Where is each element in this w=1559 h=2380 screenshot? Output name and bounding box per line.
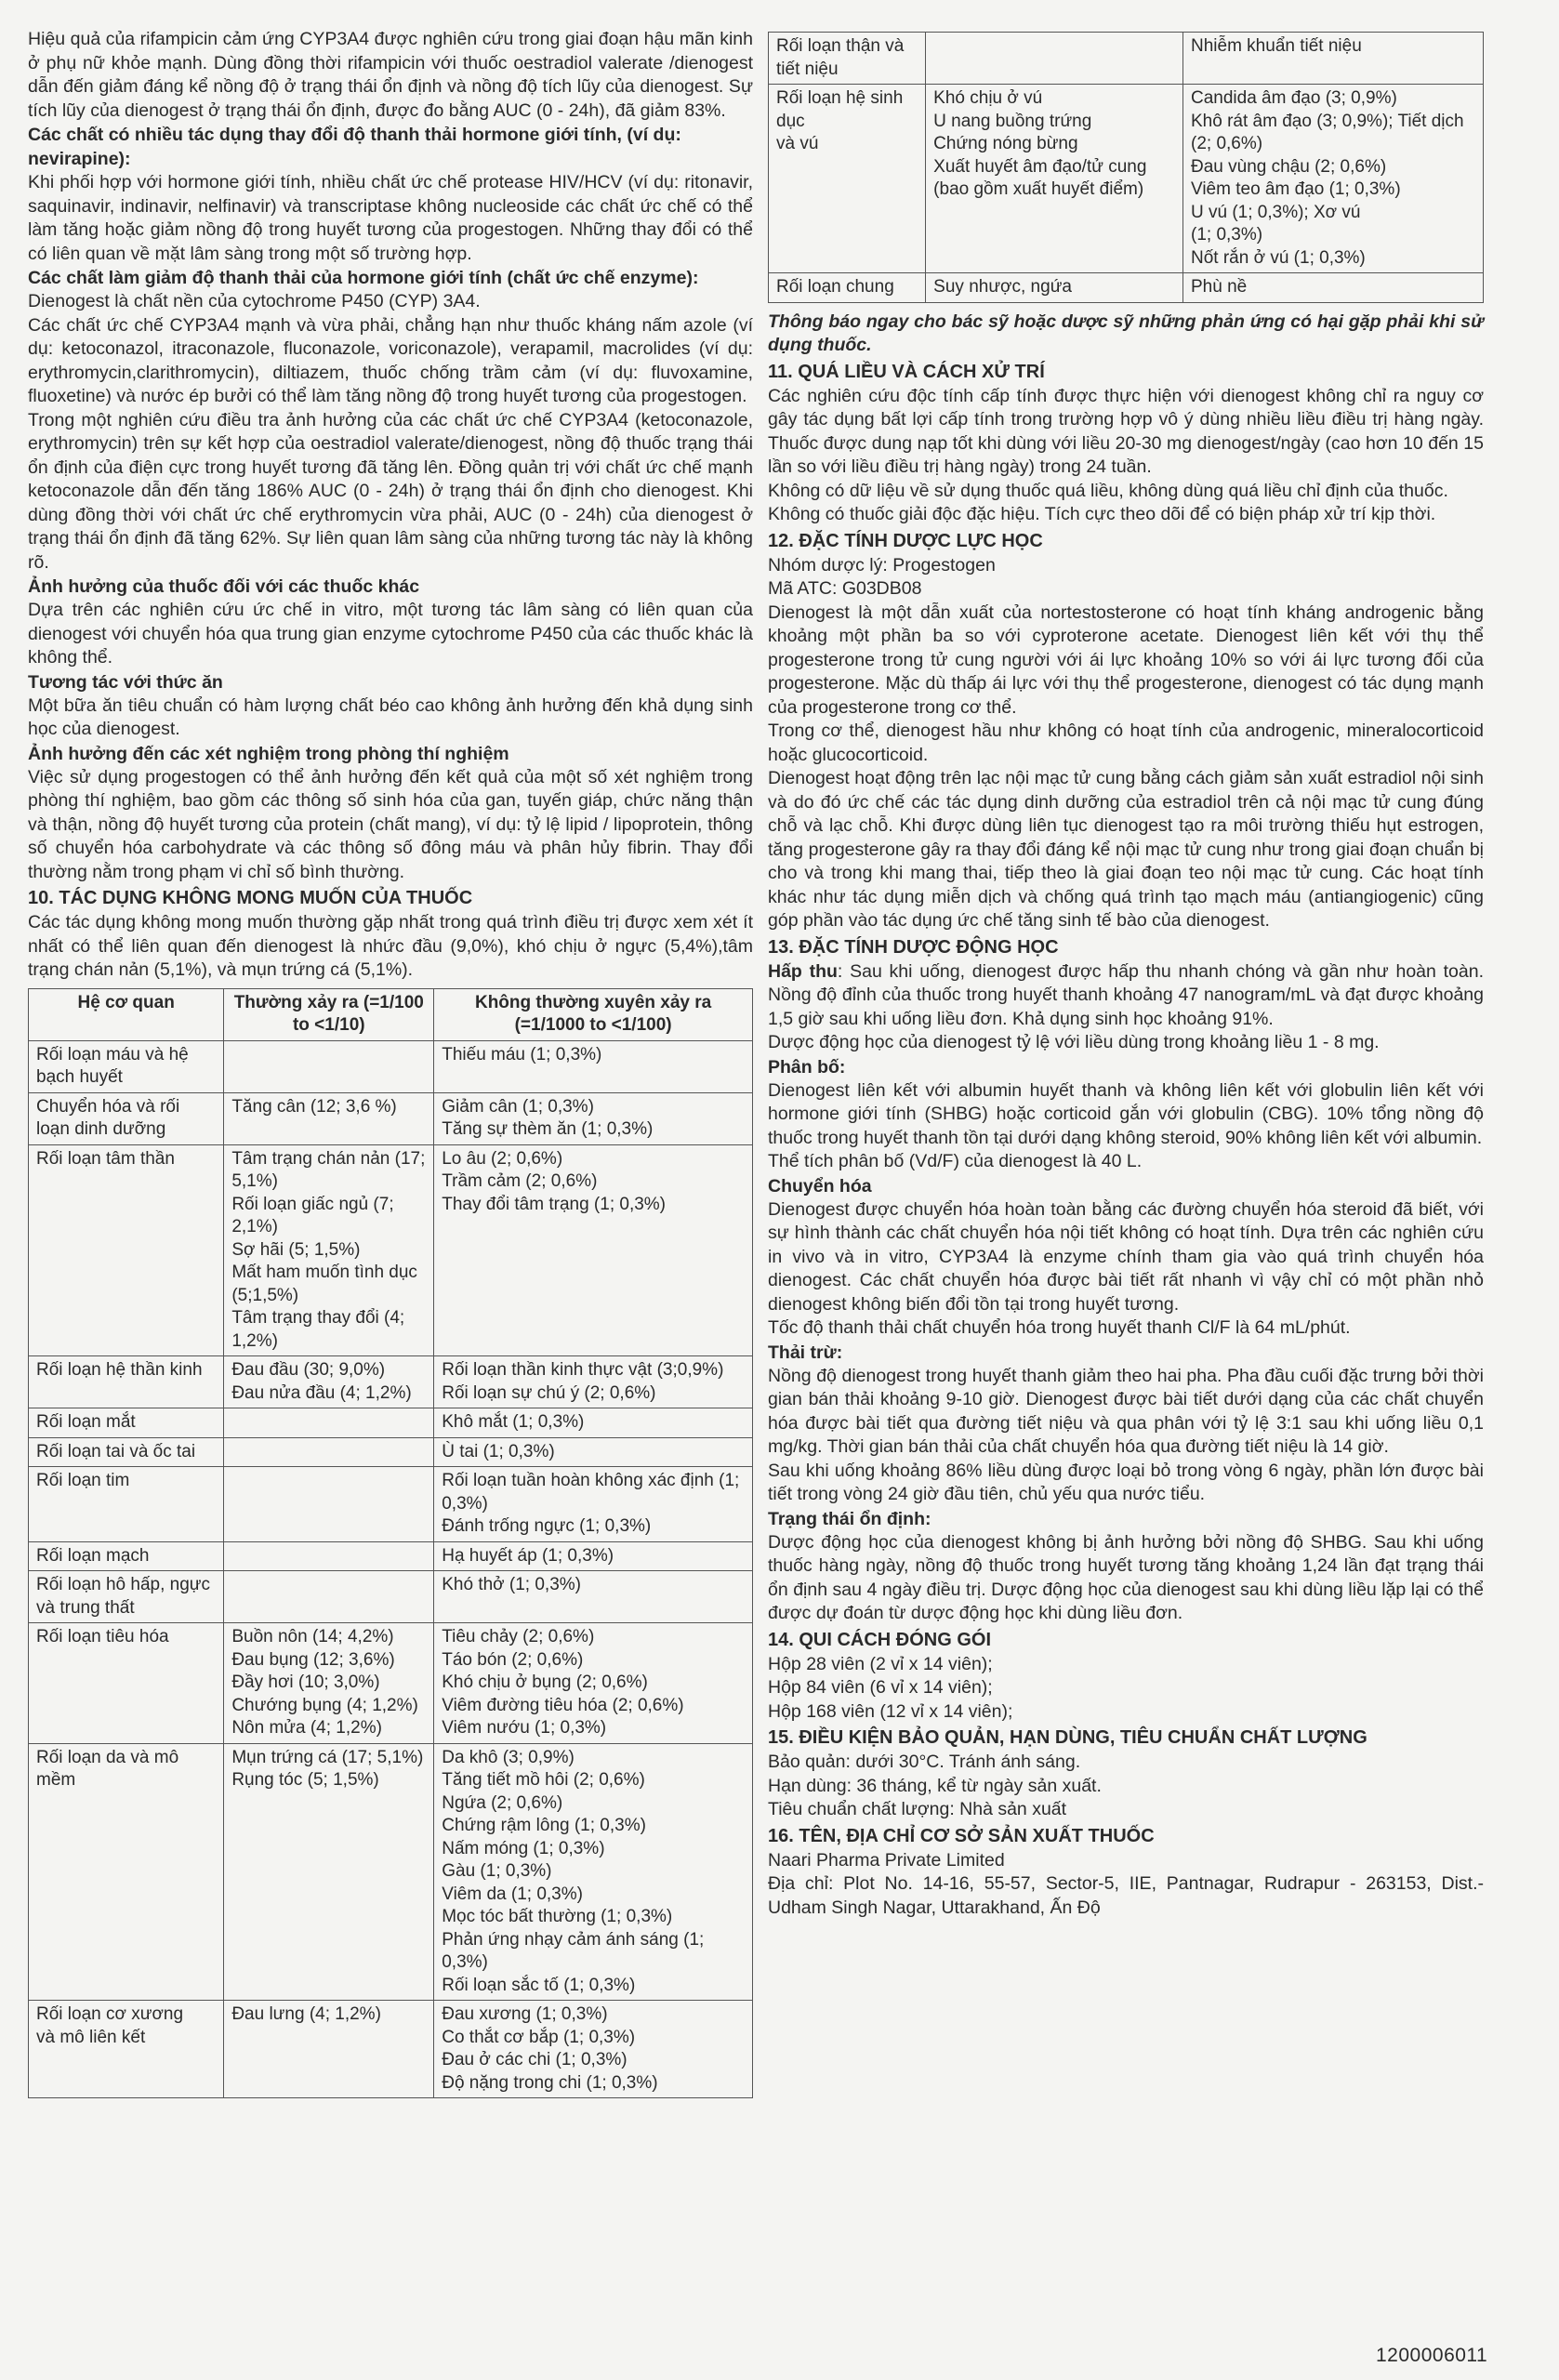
steady-state-paragraph: Dược động học của dienogest không bị ảnh hưởng bởi nồng độ SHBG. Sau khi uống thuốc hàng ngày, nồng độ thuốc trong huyết tương tăng khoảng 1,24 lần đạt trạng thái ổn định sau 4 ngày điều trị. Dược động học của dienogest sau khi dùng liều lặp lại có thể được dự đoán từ dược động học khi dùng liều đơn. (768, 1531, 1484, 1623)
organ-cell: Rối loạn da và mô mềm (29, 1743, 224, 2001)
organ-cell: Rối loạn thận và tiết niệu (769, 33, 926, 85)
atc-code: Mã ATC: G03DB08 (768, 578, 922, 599)
organ-cell: Rối loạn hô hấp, ngực và trung thất (29, 1571, 224, 1623)
organ-cell: Rối loạn hệ sinh dục và vú (769, 85, 926, 273)
uncommon-effects-cell: Hạ huyết áp (1; 0,3%) (434, 1541, 753, 1571)
adverse-effects-table-continued (768, 32, 1484, 303)
pack-168: Hộp 168 viên (12 vỉ x 14 viên); (768, 1700, 1013, 1722)
table-row (29, 1541, 753, 1571)
organ-cell: Rối loạn mắt (29, 1408, 224, 1438)
elimination-paragraph-2: Sau khi uống khoảng 86% liều dùng được loại bỏ trong vòng 6 ngày, phần lớn được bài tiết trong vòng 24 giờ đầu tiên, chủ yếu qua nước tiểu. (768, 1460, 1484, 1504)
section-14-title: 14. QUI CÁCH ĐÓNG GÓI (768, 1629, 992, 1650)
organ-cell: Rối loạn hệ thần kinh (29, 1356, 224, 1408)
table-row (29, 1144, 753, 1356)
in-vitro-paragraph: Dựa trên các nghiên cứu ức chế in vitro, một tương tác lâm sàng có liên quan của dienogest với chuyển hóa qua trung gian enzyme cytochrome P450 của các thuốc khác là không thể. (28, 600, 753, 668)
common-effects-cell: Suy nhược, ngứa (926, 273, 1183, 303)
manufacturer-name: Naari Pharma Private Limited (768, 1849, 1005, 1871)
organ-cell: Rối loạn mạch (29, 1541, 224, 1571)
heading-food-interaction: Tương tác với thức ăn (28, 671, 223, 693)
table-row (29, 1437, 753, 1467)
overdose-paragraph-3: Không có thuốc giải độc đặc hiệu. Tích cực theo dõi để có biện pháp xử trí kịp thời. (768, 504, 1436, 524)
storage-text: Bảo quản: dưới 30°C. Tránh ánh sáng. (768, 1752, 1081, 1772)
header-common: Thường xảy ra (=1/100 to <1/10) (224, 988, 434, 1040)
common-effects-cell: Tăng cân (12; 3,6 %) (224, 1092, 434, 1144)
quality-standard-text: Tiêu chuẩn chất lượng: Nhà sản xuất (768, 1799, 1067, 1819)
overdose-paragraph-1: Các nghiên cứu độc tính cấp tính được thực hiện với dienogest không chỉ ra nguy cơ gây tác dụng bất lợi cấp tính trong trường hợp vô ý dùng nhiều liều điều trị hàng ngày. Thuốc được dung nạp tốt khi dùng với liều 20-30 mg dienogest/ngày (cao hơn 10 đến 15 lần so với liều điều trị hàng ngày) trong 24 tuần. (768, 385, 1484, 477)
pack-28: Hộp 28 viên (2 vỉ x 14 viên); (768, 1653, 993, 1674)
adverse-effects-table (28, 988, 753, 2099)
organ-cell: Rối loạn chung (769, 273, 926, 303)
cyp3a4-inhibitors-paragraph: Các chất ức chế CYP3A4 mạnh và vừa phải, chẳng hạn như thuốc kháng nấm azole (ví dụ: ketoconazol, itraconazole, fluconazole, voriconazole), verapamil, macrolides (ví dụ: erythromycin,clarithromycin), diltiazem, thuốc chống trầm cảm (ví dụ: fluvoxamine, fluoxetine) và nước ép bưởi có thể làm tăng nồng độ trong huyết tương của progestogen. (28, 314, 753, 406)
organ-cell: Rối loạn máu và hệ bạch huyết (29, 1040, 224, 1092)
adverse-effects-table-body (29, 1040, 753, 2098)
absorption-text: : Sau khi uống, dienogest được hấp thu nhanh chóng và gần như hoàn toàn. Nồng độ đỉnh của thuốc trong huyết thanh khoảng 47 nanogram/mL và đạt được khoảng 1,5 giờ sau khi uống liều đơn. Khả dụng sinh học khoảng 91%. (768, 960, 1484, 1029)
organ-cell: Rối loạn tai và ốc tai (29, 1437, 224, 1467)
uncommon-effects-cell: Da khô (3; 0,9%) Tăng tiết mồ hôi (2; 0,6%) Ngứa (2; 0,6%) Chứng rậm lông (1; 0,3%) Nấm móng (1; 0,3%) Gàu (1; 0,3%) Viêm da (1; 0,3%) Mọc tóc bất thường (1; 0,3%) Phản ứng nhạy cảm ánh sáng (1; 0,3%) Rối loạn sắc tố (1; 0,3%) (434, 1743, 753, 2001)
ketoconazole-study-paragraph: Trong một nghiên cứu điều tra ảnh hưởng của các chất ức chế CYP3A4 (ketoconazole, erythromycin) trên sự kết hợp của oestradiol valerate/dienogest, nồng độ thuốc trạng thái ổn định của điện cực trong huyết tương đã tăng lên. Đồng quản trị với chất ức chế mạnh ketoconazole dẫn đến tăng 186% AUC (0 - 24h) ở trạng thái ổn định cho dienogest. Khi dùng đồng thời với chất ức chế erythromycin vừa phải, AUC (0 - 24h) của dienogest ở trạng thái ổn định đã tăng 62%. Sự liên quan lâm sàng của những tương tác này là không rõ. (28, 409, 753, 573)
uncommon-effects-cell: Rối loạn thần kinh thực vật (3;0,9%) Rối loạn sự chú ý (2; 0,6%) (434, 1356, 753, 1408)
table-row (769, 33, 1484, 85)
adverse-effects-intro: Các tác dụng không mong muốn thường gặp nhất trong quá trình điều trị được xem xét ít nhất có thể liên quan đến dienogest là nhức đầu (9,0%), khó chịu ở ngực (5,4%),tâm trạng chán nản (5,1%), và mụn trứng cá (5,1%). (28, 912, 753, 980)
common-effects-cell (224, 1408, 434, 1438)
table-header-row (29, 988, 753, 1040)
hiv-hcv-paragraph: Khi phối hợp với hormone giới tính, nhiều chất ức chế protease HIV/HCV (ví dụ: ritonavir, saquinavir, indinavir, nelfinavir) và transcriptase không nucleoside các chất ức chế có thể làm tăng hoặc giảm nồng độ trong huyết tương của progestogen. Những thay đổi có thể có liên quan về mặt lâm sàng trong một số trường hợp. (28, 172, 753, 264)
common-effects-cell: Tâm trạng chán nản (17; 5,1%) Rối loạn giấc ngủ (7; 2,1%) Sợ hãi (5; 1,5%) Mất ham muốn tình dục (5;1,5%) Tâm trạng thay đổi (4; 1,2%) (224, 1144, 434, 1356)
section-16-title: 16. TÊN, ĐỊA CHỈ CƠ SỞ SẢN XUẤT THUỐC (768, 1825, 1155, 1846)
pack-84: Hộp 84 viên (6 vỉ x 14 viên); (768, 1677, 993, 1698)
organ-cell: Rối loạn tâm thần (29, 1144, 224, 1356)
common-effects-cell (224, 1541, 434, 1571)
adverse-report-notice: Thông báo ngay cho bác sỹ hoặc dược sỹ những phản ứng có hại gặp phải khi sử dụng thuốc. (768, 311, 1484, 355)
elimination-label: Thải trừ: (768, 1342, 843, 1363)
uncommon-effects-cell: Ù tai (1; 0,3%) (434, 1437, 753, 1467)
uncommon-effects-cell: Candida âm đạo (3; 0,9%) Khô rát âm đạo (3; 0,9%); Tiết dịch (2; 0,6%) Đau vùng chậu (2; 0,6%) Viêm teo âm đạo (1; 0,3%) U vú (1; 0,3%); Xơ vú (1; 0,3%) Nốt rắn ở vú (1; 0,3%) (1183, 85, 1484, 273)
uncommon-effects-cell: Đau xương (1; 0,3%) Co thắt cơ bắp (1; 0,3%) Đau ở các chi (1; 0,3%) Độ nặng trong chi (1; 0,3%) (434, 2001, 753, 2098)
common-effects-cell: Khó chịu ở vú U nang buồng trứng Chứng nóng bừng Xuất huyết âm đạo/tử cung (bao gồm xuất huyết điểm) (926, 85, 1183, 273)
table-row (29, 1408, 753, 1438)
metabolism-paragraph: Dienogest được chuyển hóa hoàn toàn bằng các đường chuyển hóa steroid đã biết, với sự hình thành các chất chuyển hóa nội tiết không có hoạt tính. Dựa trên các nghiên cứu in vivo và in vitro, CYP3A4 là enzyme chính tham gia vào quá trình chuyển hóa dienogest. Các chất chuyển hóa được bài tiết rất nhanh vì vậy chỉ có một phần nhỏ dienogest không biến đổi tồn tại trong huyết tương. (768, 1198, 1484, 1315)
food-paragraph: Một bữa ăn tiêu chuẩn có hàm lượng chất béo cao không ảnh hưởng đến khả dụng sinh học của dienogest. (28, 694, 753, 739)
table-row (29, 2001, 753, 2098)
document-code: 1200006011 (1376, 2345, 1488, 2366)
metabolism-label: Chuyển hóa (768, 1175, 872, 1197)
heading-lab-tests: Ảnh hưởng đến các xét nghiệm trong phòng thí nghiệm (28, 743, 509, 764)
cyp3a4-substrate-paragraph: Dienogest là chất nền của cytochrome P450 (CYP) 3A4. (28, 291, 481, 311)
organ-cell: Rối loạn cơ xương và mô liên kết (29, 2001, 224, 2098)
manufacturer-address: Địa chỉ: Plot No. 14-16, 55-57, Sector-5, IIE, Pantnagar, Rudrapur - 263153, Dist.- Udham Singh Nagar, Uttarakhand, Ấn Độ (768, 1873, 1484, 1918)
section-10-title: 10. TÁC DỤNG KHÔNG MONG MUỐN CỦA THUỐC (28, 888, 473, 908)
header-uncommon: Không thường xuyên xảy ra (=1/1000 to <1/100) (434, 988, 753, 1040)
common-effects-cell (926, 33, 1183, 85)
header-organ-system: Hệ cơ quan (29, 988, 224, 1040)
adverse-effects-table-continued-body (769, 33, 1484, 303)
table-row (29, 1743, 753, 2001)
uncommon-effects-cell: Phù nề (1183, 273, 1484, 303)
table-row (29, 1040, 753, 1092)
clearance-paragraph: Tốc độ thanh thải chất chuyển hóa trong huyết thanh Cl/F là 64 mL/phút. (768, 1317, 1351, 1338)
uncommon-effects-cell: Tiêu chảy (2; 0,6%) Táo bón (2; 0,6%) Khó chịu ở bụng (2; 0,6%) Viêm đường tiêu hóa (2; 0,6%) Viêm nướu (1; 0,3%) (434, 1623, 753, 1744)
section-15-title: 15. ĐIỀU KIỆN BẢO QUẢN, HẠN DÙNG, TIÊU CHUẨN CHẤT LƯỢNG (768, 1727, 1367, 1748)
uncommon-effects-cell: Giảm cân (1; 0,3%) Tăng sự thèm ăn (1; 0,3%) (434, 1092, 753, 1144)
section-13-title: 13. ĐẶC TÍNH DƯỢC ĐỘNG HỌC (768, 936, 1059, 958)
table-row (769, 273, 1484, 303)
pharmacologic-group: Nhóm dược lý: Progestogen (768, 554, 996, 575)
uncommon-effects-cell: Khó thở (1; 0,3%) (434, 1571, 753, 1623)
common-effects-cell (224, 1040, 434, 1092)
common-effects-cell: Đau đầu (30; 9,0%) Đau nửa đầu (4; 1,2%) (224, 1356, 434, 1408)
absorption-paragraph (768, 960, 1484, 1032)
table-row (29, 1623, 753, 1744)
elimination-paragraph-1: Nồng độ dienogest trong huyết thanh giảm theo hai pha. Pha đầu cuối đặc trưng bởi thời gian bán thải khoảng 9-10 giờ. Dienogest được bài tiết dưới dạng của các chất chuyển hóa được bài tiết qua đường tiết niệu và qua phân với tỷ lệ 3:1 sau khi uống liều 0,1 mg/kg. Thời gian bán thải của chất chuyển hóa qua đường tiết niệu là 14 giờ. (768, 1365, 1484, 1457)
section-11-title: 11. QUÁ LIỀU VÀ CÁCH XỬ TRÍ (768, 361, 1045, 382)
volume-distribution-paragraph: Thể tích phân bố (Vd/F) của dienogest là 40 L. (768, 1151, 1143, 1171)
uncommon-effects-cell: Rối loạn tuần hoàn không xác định (1; 0,3%) Đánh trống ngực (1; 0,3%) (434, 1467, 753, 1542)
organ-cell: Rối loạn tiêu hóa (29, 1623, 224, 1744)
table-row (29, 1092, 753, 1144)
uncommon-effects-cell: Lo âu (2; 0,6%) Trầm cảm (2; 0,6%) Thay đổi tâm trạng (1; 0,3%) (434, 1144, 753, 1356)
left-column (28, 28, 753, 2098)
uncommon-effects-cell: Nhiễm khuẩn tiết niệu (1183, 33, 1484, 85)
distribution-paragraph: Dienogest liên kết với albumin huyết thanh và không liên kết với globulin liên kết với hormone giới tính (SHBG) hoặc corticoid gắn với globulin (CBG). 10% tổng nồng độ thuốc trong huyết thanh tồn tại dưới dạng không steroid, 90% không liên kết với albumin. (768, 1079, 1484, 1148)
common-effects-cell: Đau lưng (4; 1,2%) (224, 2001, 434, 2098)
common-effects-cell (224, 1467, 434, 1542)
table-row (769, 85, 1484, 273)
steady-state-label: Trạng thái ổn định: (768, 1508, 931, 1529)
pharmacodynamics-paragraph-2: Trong cơ thể, dienogest hầu như không có hoạt tính của androgenic, mineralocorticoid hoặc glucocorticoid. (768, 721, 1484, 765)
right-column (768, 32, 1484, 1920)
organ-cell: Rối loạn tim (29, 1467, 224, 1542)
organ-cell: Chuyển hóa và rối loạn dinh dưỡng (29, 1092, 224, 1144)
heading-sex-hormone-clearance-variable: Các chất có nhiều tác dụng thay đổi độ thanh thải hormone giới tính, (ví dụ: nevirapine): (28, 125, 681, 169)
pharmacodynamics-paragraph-1: Dienogest là một dẫn xuất của nortestosterone có hoạt tính kháng androgenic bằng khoảng một phần ba so với cyproterone acetate. Dienogest liên kết với thụ thể progesterone trong tử cung người với ái lực khoảng 10% so với ái lực tương đối của progesterone. Mặc dù thấp ái lực với thụ thể progesterone, dienogest có tác dụng mạnh của progesterone trong cơ thể. (768, 602, 1484, 718)
common-effects-cell: Mụn trứng cá (17; 5,1%) Rụng tóc (5; 1,5%) (224, 1743, 434, 2001)
table-row (29, 1571, 753, 1623)
uncommon-effects-cell: Khô mắt (1; 0,3%) (434, 1408, 753, 1438)
lab-tests-paragraph: Việc sử dụng progestogen có thể ảnh hưởng đến kết quả của một số xét nghiệm trong phòng thí nghiệm, bao gồm các thông số sinh hóa của gan, tuyến giáp, chức năng thận và thận, nồng độ huyết tương của protein (chất mang), ví dụ: tỷ lệ lipid / lipoprotein, thông số chuyển hóa carbohydrate và các thông số đông máu và phân hủy fibrin. Thay đổi thường nằm trong phạm vi chỉ số bình thường. (28, 766, 753, 882)
absorption-label: Hấp thu (768, 960, 838, 982)
table-row (29, 1356, 753, 1408)
common-effects-cell (224, 1571, 434, 1623)
expiry-text: Hạn dùng: 36 tháng, kể từ ngày sản xuất. (768, 1775, 1102, 1796)
rifampicin-paragraph: Hiệu quả của rifampicin cảm ứng CYP3A4 được nghiên cứu trong giai đoạn hậu mãn kinh ở phụ nữ khỏe mạnh. Dùng đồng thời rifampicin với thuốc oestradiol valerate /dienogest dẫn đến giảm đáng kể nồng độ ở trạng thái ổn định và nồng độ tích lũy của dienogest. Sự tích lũy của dienogest ở trạng thái ổn định, được đo bằng AUC (0 - 24h), đã giảm 83%. (28, 29, 753, 121)
heading-effect-on-other-drugs: Ảnh hưởng của thuốc đối với các thuốc khác (28, 576, 420, 597)
dose-linearity-paragraph: Dược động học của dienogest tỷ lệ với liều dùng trong khoảng liều 1 - 8 mg. (768, 1032, 1380, 1052)
uncommon-effects-cell: Thiếu máu (1; 0,3%) (434, 1040, 753, 1092)
heading-enzyme-inhibitors: Các chất làm giảm độ thanh thải của hormone giới tính (chất ức chế enzyme): (28, 268, 699, 288)
overdose-paragraph-2: Không có dữ liệu về sử dụng thuốc quá liều, không dùng quá liều chỉ định của thuốc. (768, 480, 1448, 501)
distribution-label: Phân bố: (768, 1056, 846, 1078)
table-row (29, 1467, 753, 1542)
common-effects-cell: Buồn nôn (14; 4,2%) Đau bụng (12; 3,6%) Đầy hơi (10; 3,0%) Chướng bụng (4; 1,2%) Nôn mửa (4; 1,2%) (224, 1623, 434, 1744)
pharmacodynamics-paragraph-3: Dienogest hoạt động trên lạc nội mạc tử cung bằng cách giảm sản xuất estradiol nội sinh và do đó ức chế các tác dụng dinh dưỡng của estradiol trên cả nội mạc tử cung đúng chỗ và lạc chỗ. Khi được dùng liên tục dienogest tạo ra môi trường thiếu hụt estrogen, tăng progesterone gây ra thay đổi đáng kể nội mạc tử cung như trong giai đoạn chuẩn bị cho và trong khi mang thai, tiếp theo là giai đoạn teo nội mạc tử cung. Các hoạt tính khác như tác dụng miễn dịch và chống quá trình tạo mạch máu (antiangiogenic) cũng góp phần vào tác dụng ức chế tăng sinh tế bào của dienogest. (768, 768, 1484, 931)
section-12-title: 12. ĐẶC TÍNH DƯỢC LỰC HỌC (768, 530, 1043, 551)
common-effects-cell (224, 1437, 434, 1467)
